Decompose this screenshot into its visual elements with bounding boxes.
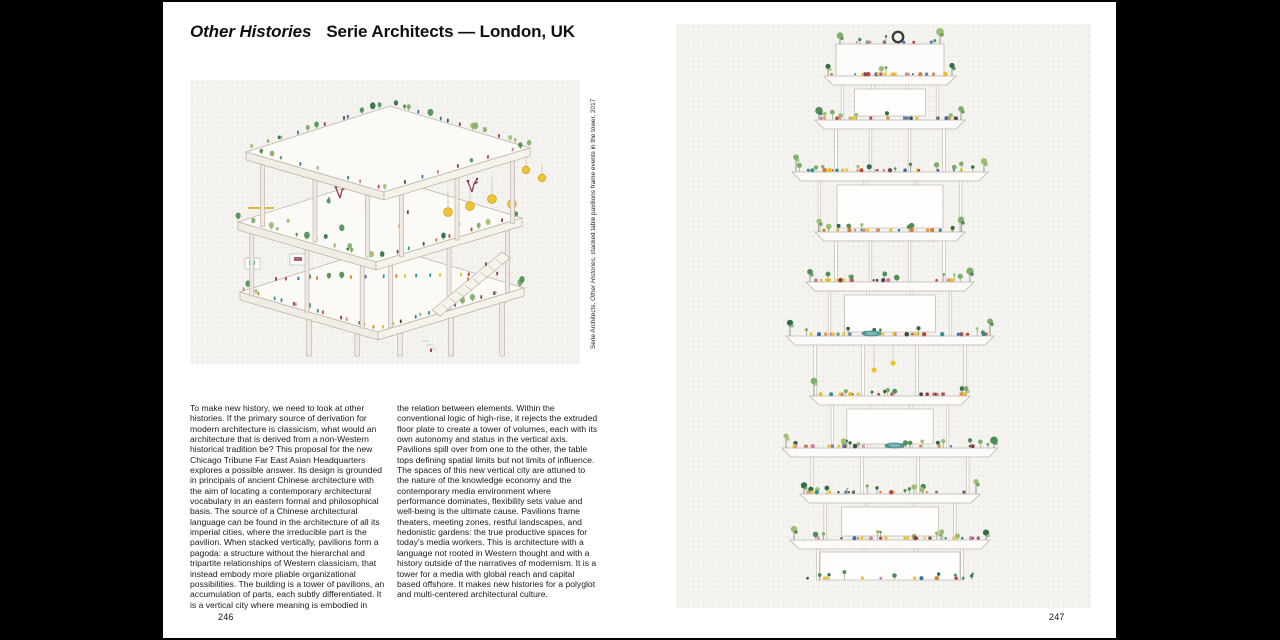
- book-spread: [163, 2, 1116, 638]
- body-column-1: To make new history, we need to look at other histories. If the primary source of derivation for modern architecture is classicism, what would an architecture that is derived from a non-Western historical tradition be? This proposal for the new Chicago Tribune Far East Asian Headquarters explores a possible answer. Its design is grounded in principals of ancient Chinese architecture with the aim of locating a contemporary architectural vocabulary in an eastern formal and philosophical basis. The source of a Chinese architectural language can be found in the architecture of all its imperial cities, where the irreducible part is the pavilion. When stacked vertically, pavilions form a pagoda: a structure without the hierarchal and tripartite relationships of Western classicism, that instead embody more pliable organizational possibilities. The building is a tower of pavilions, an accumulation of parts, each subtly differentiated. It is a vertical city where meaning is embodied in: [190, 403, 385, 610]
- figure-pavilion-axonometric: [190, 80, 580, 364]
- architect-location: Serie Architects — London, UK: [326, 22, 575, 41]
- body-column-2: the relation between elements. Within the conventional logic of high-rise, it rejects the extruded floor plate to create a tower of volumes, each with its own autonomy and status in the vertical axis. Pavilions spill over from one to the other, the table tops defining spatial limits but not limits of influence. The spaces of this new vertical city are attuned to the nature of the knowledge economy and the contemporary media environment where performance dominates, flexibility sets value and well-being is the ultimate cause. Pavilions frame theaters, meeting zones, restful landscapes, and hedonistic gardens: the true productive spaces for today's media workers. This is architecture with a language not rooted in Western thought and with a history outside of the narratives of modernism. It is a tower for a media with global reach and capital based offshore. It makes new histories for a polyglot and multi-centered architectural culture.: [397, 403, 598, 600]
- project-title: Other Histories: [190, 22, 312, 41]
- caption-title: Other Histories: [590, 258, 597, 301]
- figure-pavilion-tower: [676, 24, 1091, 608]
- pavilion-axonometric-drawing: [190, 80, 580, 364]
- caption-post: , stacked table pavilions frame events in the tower, 2017: [590, 98, 597, 259]
- page-number-left: 246: [218, 612, 234, 622]
- caption-pre: Serie Architects,: [590, 300, 597, 349]
- page-number-right: 247: [1049, 612, 1065, 622]
- pavilion-tower-drawing: [676, 24, 1091, 608]
- figure-caption: [590, 85, 600, 349]
- page-title: [190, 22, 575, 42]
